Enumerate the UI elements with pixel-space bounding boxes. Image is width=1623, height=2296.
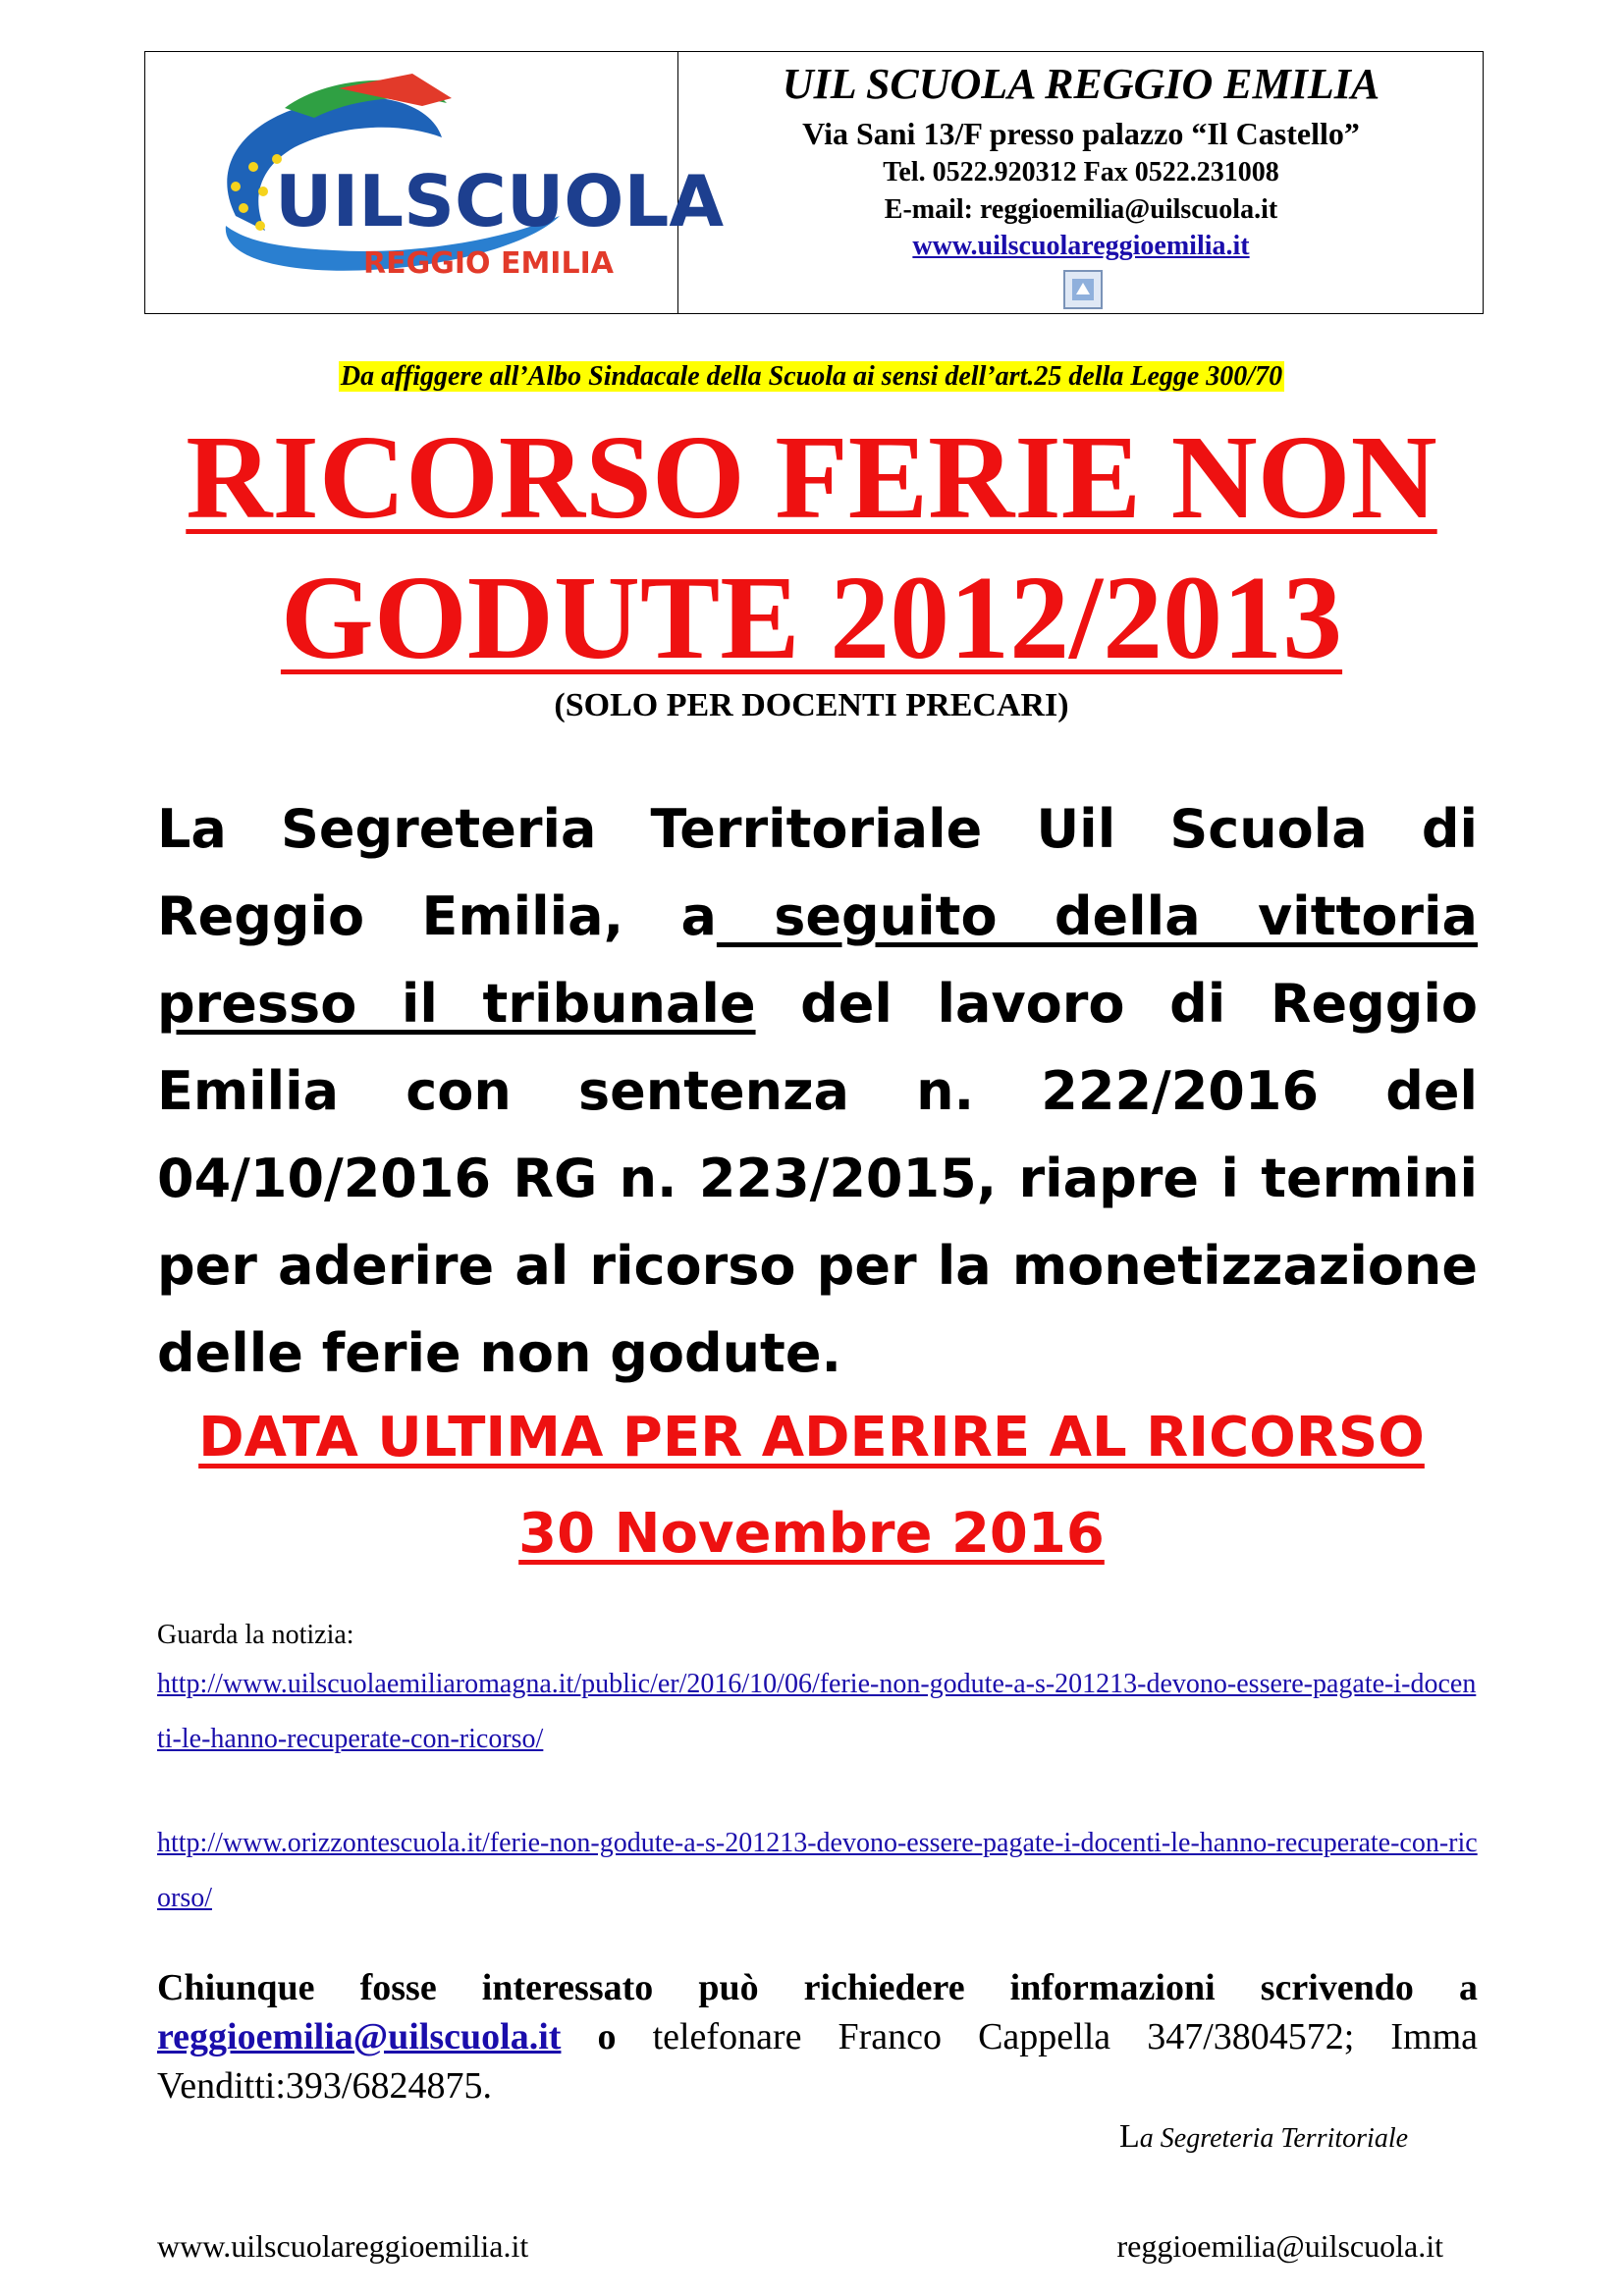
contact-email-link[interactable]: reggioemilia@uilscuola.it — [157, 2016, 562, 2057]
body-underlined-tribunal: presso il tribunale — [157, 973, 756, 1035]
org-name: UIL SCUOLA REGGIO EMILIA — [782, 60, 1380, 108]
document-icon — [1060, 269, 1106, 310]
footer-email: reggioemilia@uilscuola.it — [1116, 2228, 1443, 2264]
news-label: Guarda la notizia: — [157, 1620, 354, 1650]
contact-or: o — [561, 2016, 617, 2057]
contact-paragraph — [157, 1963, 1478, 2110]
footer-website: www.uilscuolareggioemilia.it — [157, 2228, 529, 2264]
org-website-row — [679, 231, 1483, 262]
page-title-line2: GODUTE 2012/2013 — [280, 552, 1343, 684]
contact-intro: Chiunque fosse interessato può richiedere informazioni scrivendo a — [157, 1967, 1478, 2008]
contact-phones: telefonare Franco Cappella 347/3804572; Imma Venditti:393/6824875. — [157, 2016, 1478, 2107]
news-link-row-1 — [157, 1657, 1478, 1767]
body-text-part3: del lavoro di Reggio Emilia con sentenza n. 222/2016 del 04/10/2016 RG n. 223/2015, riapre i termini per aderire al ricorso per la monetizzazione delle ferie non godute. — [157, 973, 1478, 1384]
body-paragraph — [157, 785, 1478, 1397]
page-subtitle: (SOLO PER DOCENTI PRECARI) — [554, 687, 1069, 723]
signature-initial: L — [1119, 2118, 1140, 2155]
deadline-heading: DATA ULTIMA PER ADERIRE AL RICORSO — [198, 1406, 1425, 1469]
body-text-part1: La Segreteria Territoriale Uil Scuola di Reggio Emilia, a — [157, 798, 1478, 947]
news-link-uilscuola[interactable]: http://www.uilscuolaemiliaromagna.it/public/er/2016/10/06/ferie-non-godute-a-s-201213-devono-essere-pagate-i-docenti-le-hanno-recuperate-con-ricorso/ — [157, 1669, 1477, 1754]
org-email: E-mail: reggioemilia@uilscuola.it — [884, 194, 1278, 225]
page-title-line1: RICORSO FERIE NON — [186, 411, 1437, 544]
org-address: Via Sani 13/F presso palazzo “Il Castello” — [802, 116, 1360, 151]
signature — [1119, 2118, 1408, 2156]
news-link-orizzontescuola[interactable]: http://www.orizzontescuola.it/ferie-non-godute-a-s-201213-devono-essere-pagate-i-docenti-le-hanno-recuperate-con-ricorso/ — [157, 1828, 1478, 1913]
org-phones: Tel. 0522.920312 Fax 0522.231008 — [883, 157, 1279, 187]
news-link-row-2 — [157, 1816, 1478, 1926]
posting-notice — [0, 361, 1623, 393]
logo-subtext: REGGIO EMILIA — [363, 246, 614, 281]
org-website-link[interactable]: www.uilscuolareggioemilia.it — [912, 231, 1250, 261]
deadline-date: 30 Novembre 2016 — [518, 1502, 1105, 1566]
body-underlined-victory: seguito della vittoria — [716, 885, 1478, 947]
uilscuola-logo — [167, 69, 725, 290]
signature-rest: a Segreteria Territoriale — [1139, 2123, 1409, 2154]
posting-notice-text: Da affiggere all’Albo Sindacale della Scuola ai sensi dell’art.25 della Legge 300/70 — [340, 361, 1283, 392]
logo-text: UILSCUOLA — [275, 160, 725, 242]
